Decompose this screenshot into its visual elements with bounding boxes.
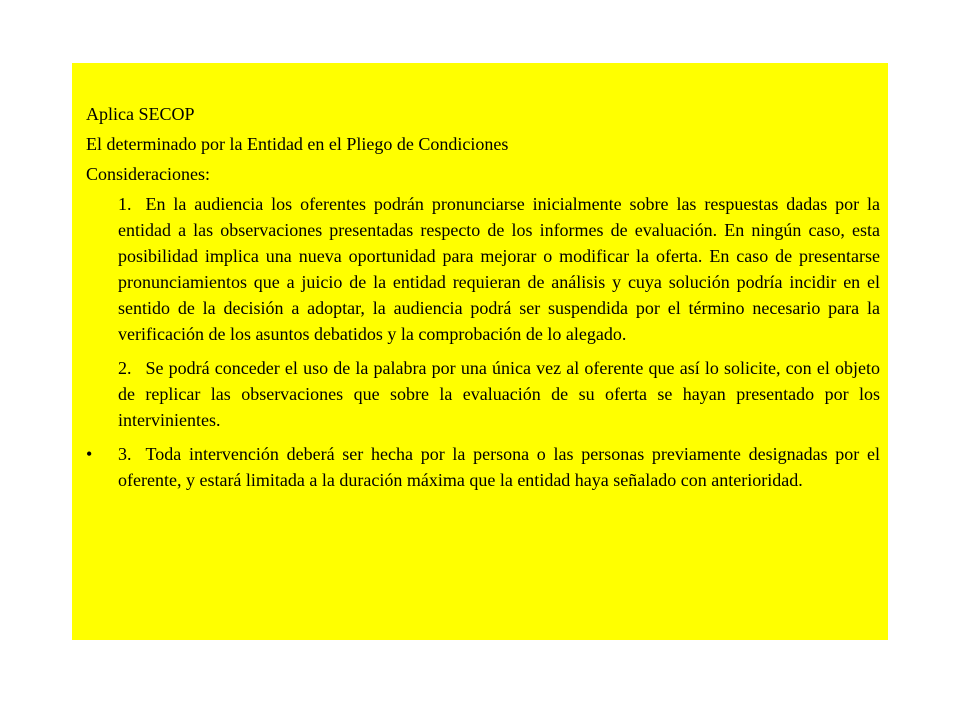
item-text: Se podrá conceder el uso de la palabra por una única vez al oferente que así lo solicite, con el objeto de replicar las observaciones que sobre la evaluación de su oferta se hayan presentado por los intervinientes. [118,358,880,430]
heading-determinado: El determinado por la Entidad en el Pliego de Condiciones [86,134,509,154]
slide-content [72,63,888,640]
item-number: 3. [118,444,132,464]
item-number: 1. [118,194,132,214]
list-item [86,441,880,493]
bullet-icon: • [86,444,93,464]
item-number: 2. [118,358,132,378]
list-item [86,355,880,433]
item-text: Toda intervención deberá ser hecha por la persona o las personas previamente designadas por el oferente, y estará limitada a la duración máxima que la entidad haya señalado con anterioridad. [118,444,880,490]
list-item [86,191,880,347]
heading-aplica: Aplica SECOP [86,104,195,124]
item-text: En la audiencia los oferentes podrán pronunciarse inicialmente sobre las respuestas dadas por la entidad a las observaciones presentadas respecto de los informes de evaluación. En ningún caso, esta posibilidad implica una nueva oportunidad para mejorar o modificar la oferta. En caso de presentarse pronunciamientos que a juicio de la entidad requieran de análisis y cuya solución podría incidir en el sentido de la decisión a adoptar, la audiencia podrá ser suspendida por el término necesario para la verificación de los asuntos debatidos y la comprobación de lo alegado. [118,194,880,344]
heading-consideraciones: Consideraciones: [86,164,210,184]
